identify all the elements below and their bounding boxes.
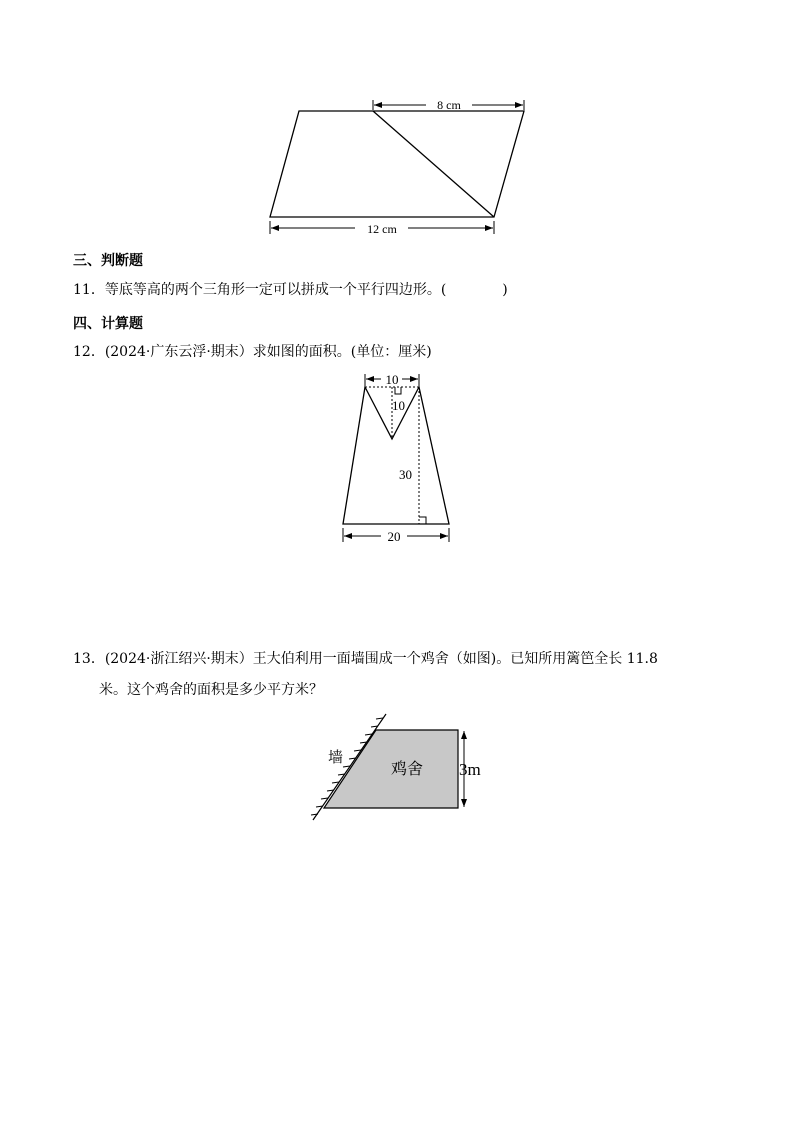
- notched-trapezoid-figure: [335, 368, 460, 548]
- question-13-line-1: 13．(2024·浙江绍兴·期末）王大伯利用一面墙围成一个鸡舍（如图)。已知所用篱笆全长 11.8: [73, 651, 658, 667]
- question-12: 12．(2024·广东云浮·期末）求如图的面积。(单位：厘米): [73, 344, 432, 360]
- chicken-coop-figure: [300, 708, 500, 828]
- notch-depth-label: 10: [392, 398, 405, 413]
- top-width-label: 10: [385, 372, 399, 387]
- wall-label: 墙: [328, 750, 344, 766]
- bottom-width-label: 20: [387, 529, 401, 544]
- section-heading-judgment: 三、判断题: [73, 253, 143, 269]
- top-length-label: 8 cm: [437, 98, 461, 112]
- coop-label: 鸡舍: [391, 761, 424, 778]
- bottom-length-label: 12 cm: [367, 222, 397, 236]
- height-label: 30: [399, 467, 412, 482]
- coop-height-label: 3m: [459, 760, 481, 779]
- parallelogram-figure: [260, 90, 540, 240]
- question-13-line-2: 米。这个鸡舍的面积是多少平方米？: [99, 682, 323, 698]
- section-heading-calculation: 四、计算题: [73, 316, 143, 332]
- diagonal-line: [373, 111, 494, 217]
- question-11: 11．等底等高的两个三角形一定可以拼成一个平行四边形。( ): [73, 282, 508, 298]
- parallelogram-outline: [270, 111, 524, 217]
